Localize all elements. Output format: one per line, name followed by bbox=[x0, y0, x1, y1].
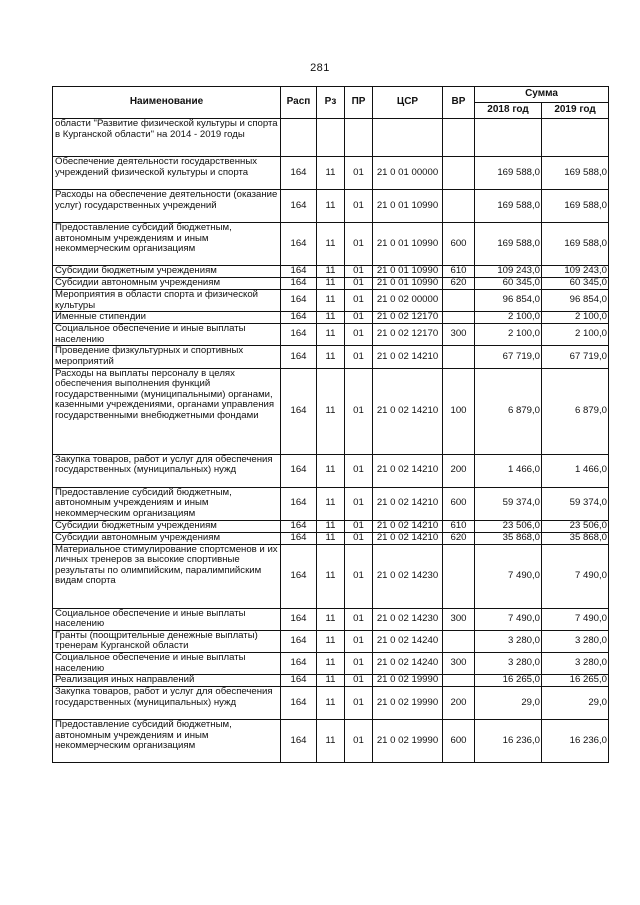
cell-2019: 35 868,0 bbox=[542, 532, 609, 544]
cell-pr: 01 bbox=[345, 346, 373, 368]
cell-2019: 16 265,0 bbox=[542, 675, 609, 687]
cell-rasp: 164 bbox=[281, 544, 317, 608]
table-row bbox=[53, 687, 609, 720]
cell-2019: 7 490,0 bbox=[542, 608, 609, 630]
cell-csr: 21 0 02 14210 bbox=[373, 454, 443, 487]
cell-name: Закупка товаров, работ и услуг для обеспечения государственных (муниципальных) нужд bbox=[53, 687, 281, 720]
cell-csr: 21 0 02 14230 bbox=[373, 608, 443, 630]
cell-rasp: 164 bbox=[281, 720, 317, 763]
table-row bbox=[53, 157, 609, 190]
cell-rz: 11 bbox=[317, 223, 345, 266]
cell-pr: 01 bbox=[345, 324, 373, 346]
table-row bbox=[53, 487, 609, 520]
cell-rz: 11 bbox=[317, 157, 345, 190]
cell-csr: 21 0 02 14240 bbox=[373, 652, 443, 674]
cell-rz: 11 bbox=[317, 687, 345, 720]
cell-name: Расходы на обеспечение деятельности (оказание услуг) государственных учреждений bbox=[53, 190, 281, 223]
cell-vr bbox=[443, 157, 475, 190]
cell-vr bbox=[443, 190, 475, 223]
cell-rasp: 164 bbox=[281, 266, 317, 278]
cell-pr: 01 bbox=[345, 652, 373, 674]
cell-csr: 21 0 01 10990 bbox=[373, 223, 443, 266]
cell-pr: 01 bbox=[345, 520, 373, 532]
cell-csr bbox=[373, 119, 443, 157]
cell-name: Материальное стимулирование спортсменов и их личных тренеров за высокие спортивные результаты по олимпийским, паралимпийским видам спорта bbox=[53, 544, 281, 608]
cell-csr: 21 0 02 12170 bbox=[373, 312, 443, 324]
table-row bbox=[53, 290, 609, 312]
cell-name: Реализация иных направлений bbox=[53, 675, 281, 687]
cell-2019: 7 490,0 bbox=[542, 544, 609, 608]
cell-vr: 300 bbox=[443, 608, 475, 630]
cell-rasp: 164 bbox=[281, 346, 317, 368]
header-year-2019: 2019 год bbox=[542, 103, 609, 119]
cell-csr: 21 0 02 14210 bbox=[373, 368, 443, 454]
cell-csr: 21 0 02 19990 bbox=[373, 687, 443, 720]
cell-rasp: 164 bbox=[281, 687, 317, 720]
table-row bbox=[53, 312, 609, 324]
cell-rasp: 164 bbox=[281, 487, 317, 520]
header-rz: Рз bbox=[317, 87, 345, 119]
cell-rasp: 164 bbox=[281, 630, 317, 652]
cell-csr: 21 0 02 14210 bbox=[373, 520, 443, 532]
table-row bbox=[53, 608, 609, 630]
cell-name: Субсидии автономным учреждениям bbox=[53, 278, 281, 290]
cell-2018: 67 719,0 bbox=[475, 346, 542, 368]
cell-pr: 01 bbox=[345, 278, 373, 290]
cell-2018: 6 879,0 bbox=[475, 368, 542, 454]
cell-vr: 610 bbox=[443, 266, 475, 278]
cell-name: Субсидии бюджетным учреждениям bbox=[53, 520, 281, 532]
cell-vr: 300 bbox=[443, 652, 475, 674]
budget-table bbox=[52, 86, 609, 763]
cell-pr: 01 bbox=[345, 290, 373, 312]
cell-2019: 169 588,0 bbox=[542, 157, 609, 190]
cell-csr: 21 0 02 19990 bbox=[373, 675, 443, 687]
cell-vr: 200 bbox=[443, 454, 475, 487]
cell-2019: 67 719,0 bbox=[542, 346, 609, 368]
table-row bbox=[53, 119, 609, 157]
cell-2018: 169 588,0 bbox=[475, 223, 542, 266]
cell-rasp: 164 bbox=[281, 454, 317, 487]
cell-vr: 620 bbox=[443, 278, 475, 290]
cell-rz: 11 bbox=[317, 520, 345, 532]
cell-2019: 29,0 bbox=[542, 687, 609, 720]
header-vr: ВР bbox=[443, 87, 475, 119]
cell-pr: 01 bbox=[345, 157, 373, 190]
cell-rasp: 164 bbox=[281, 312, 317, 324]
cell-name: Социальное обеспечение и иные выплаты населению bbox=[53, 652, 281, 674]
cell-2018: 3 280,0 bbox=[475, 630, 542, 652]
cell-rasp: 164 bbox=[281, 223, 317, 266]
cell-rasp bbox=[281, 119, 317, 157]
cell-2018: 35 868,0 bbox=[475, 532, 542, 544]
cell-rz: 11 bbox=[317, 487, 345, 520]
table-row bbox=[53, 324, 609, 346]
cell-rz: 11 bbox=[317, 720, 345, 763]
cell-2019: 1 466,0 bbox=[542, 454, 609, 487]
cell-2019: 3 280,0 bbox=[542, 652, 609, 674]
cell-2018: 2 100,0 bbox=[475, 312, 542, 324]
header-sum: Сумма bbox=[475, 87, 609, 103]
cell-csr: 21 0 02 14210 bbox=[373, 346, 443, 368]
table-body bbox=[53, 119, 609, 763]
cell-rz: 11 bbox=[317, 190, 345, 223]
cell-vr bbox=[443, 290, 475, 312]
cell-vr: 200 bbox=[443, 687, 475, 720]
cell-pr: 01 bbox=[345, 368, 373, 454]
cell-csr: 21 0 02 12170 bbox=[373, 324, 443, 346]
cell-2019: 169 588,0 bbox=[542, 223, 609, 266]
cell-pr: 01 bbox=[345, 312, 373, 324]
cell-2018: 23 506,0 bbox=[475, 520, 542, 532]
cell-csr: 21 0 02 14210 bbox=[373, 487, 443, 520]
cell-rz: 11 bbox=[317, 630, 345, 652]
cell-rz bbox=[317, 119, 345, 157]
header-year-2018: 2018 год bbox=[475, 103, 542, 119]
cell-rasp: 164 bbox=[281, 368, 317, 454]
cell-2018: 96 854,0 bbox=[475, 290, 542, 312]
cell-name: Предоставление субсидий бюджетным, автономным учреждениям и иным некоммерческим организациям bbox=[53, 223, 281, 266]
cell-2019: 59 374,0 bbox=[542, 487, 609, 520]
cell-name: Социальное обеспечение и иные выплаты населению bbox=[53, 324, 281, 346]
cell-csr: 21 0 01 00000 bbox=[373, 157, 443, 190]
cell-name: Именные стипендии bbox=[53, 312, 281, 324]
cell-name: Расходы на выплаты персоналу в целях обеспечения выполнения функций государственными (муниципальными) органами, казенными учреждениями, органами управления государственными внебюджетными фондами bbox=[53, 368, 281, 454]
cell-vr: 100 bbox=[443, 368, 475, 454]
cell-2018: 7 490,0 bbox=[475, 608, 542, 630]
cell-pr: 01 bbox=[345, 608, 373, 630]
cell-2019: 3 280,0 bbox=[542, 630, 609, 652]
cell-2018: 109 243,0 bbox=[475, 266, 542, 278]
cell-rz: 11 bbox=[317, 324, 345, 346]
cell-2018: 1 466,0 bbox=[475, 454, 542, 487]
cell-csr: 21 0 01 10990 bbox=[373, 278, 443, 290]
cell-name: Предоставление субсидий бюджетным, автономным учреждениям и иным некоммерческим организациям bbox=[53, 487, 281, 520]
header-pr: ПР bbox=[345, 87, 373, 119]
table-row bbox=[53, 278, 609, 290]
cell-pr: 01 bbox=[345, 487, 373, 520]
cell-pr: 01 bbox=[345, 630, 373, 652]
cell-2019: 23 506,0 bbox=[542, 520, 609, 532]
cell-rz: 11 bbox=[317, 532, 345, 544]
cell-vr bbox=[443, 119, 475, 157]
cell-csr: 21 0 01 10990 bbox=[373, 190, 443, 223]
cell-rz: 11 bbox=[317, 675, 345, 687]
table-row bbox=[53, 266, 609, 278]
cell-rz: 11 bbox=[317, 544, 345, 608]
header-csr: ЦСР bbox=[373, 87, 443, 119]
table-row bbox=[53, 720, 609, 763]
cell-rasp: 164 bbox=[281, 278, 317, 290]
cell-vr bbox=[443, 346, 475, 368]
cell-name: Социальное обеспечение и иные выплаты населению bbox=[53, 608, 281, 630]
cell-name: Субсидии бюджетным учреждениям bbox=[53, 266, 281, 278]
cell-vr: 610 bbox=[443, 520, 475, 532]
cell-csr: 21 0 02 19990 bbox=[373, 720, 443, 763]
cell-name: Обеспечение деятельности государственных учреждений физической культуры и спорта bbox=[53, 157, 281, 190]
cell-pr: 01 bbox=[345, 687, 373, 720]
cell-rz: 11 bbox=[317, 368, 345, 454]
table-row bbox=[53, 520, 609, 532]
table-row bbox=[53, 368, 609, 454]
table-row bbox=[53, 532, 609, 544]
cell-rasp: 164 bbox=[281, 324, 317, 346]
cell-rasp: 164 bbox=[281, 157, 317, 190]
cell-name: Мероприятия в области спорта и физической культуры bbox=[53, 290, 281, 312]
table-row bbox=[53, 675, 609, 687]
cell-pr: 01 bbox=[345, 190, 373, 223]
cell-name: Проведение физкультурных и спортивных мероприятий bbox=[53, 346, 281, 368]
header-name: Наименование bbox=[53, 87, 281, 119]
header-rasp: Расп bbox=[281, 87, 317, 119]
cell-2019: 109 243,0 bbox=[542, 266, 609, 278]
cell-rz: 11 bbox=[317, 454, 345, 487]
cell-vr bbox=[443, 630, 475, 652]
cell-2018: 59 374,0 bbox=[475, 487, 542, 520]
cell-2019: 169 588,0 bbox=[542, 190, 609, 223]
cell-pr: 01 bbox=[345, 544, 373, 608]
cell-2018: 7 490,0 bbox=[475, 544, 542, 608]
cell-rasp: 164 bbox=[281, 520, 317, 532]
cell-2019: 60 345,0 bbox=[542, 278, 609, 290]
table-row bbox=[53, 652, 609, 674]
cell-2019 bbox=[542, 119, 609, 157]
cell-vr bbox=[443, 544, 475, 608]
cell-2018: 60 345,0 bbox=[475, 278, 542, 290]
cell-pr: 01 bbox=[345, 720, 373, 763]
cell-vr: 600 bbox=[443, 720, 475, 763]
cell-pr: 01 bbox=[345, 223, 373, 266]
cell-rasp: 164 bbox=[281, 290, 317, 312]
table-header bbox=[53, 87, 609, 119]
cell-vr: 300 bbox=[443, 324, 475, 346]
cell-2019: 16 236,0 bbox=[542, 720, 609, 763]
cell-rz: 11 bbox=[317, 608, 345, 630]
table-row bbox=[53, 544, 609, 608]
cell-pr: 01 bbox=[345, 532, 373, 544]
cell-vr bbox=[443, 312, 475, 324]
cell-pr: 01 bbox=[345, 266, 373, 278]
cell-rz: 11 bbox=[317, 312, 345, 324]
cell-csr: 21 0 02 00000 bbox=[373, 290, 443, 312]
cell-csr: 21 0 02 14240 bbox=[373, 630, 443, 652]
cell-2018: 169 588,0 bbox=[475, 157, 542, 190]
cell-name: Гранты (поощрительные денежные выплаты) тренерам Курганской области bbox=[53, 630, 281, 652]
cell-name: Закупка товаров, работ и услуг для обеспечения государственных (муниципальных) нужд bbox=[53, 454, 281, 487]
cell-2018 bbox=[475, 119, 542, 157]
cell-name: области "Развитие физической культуры и спорта в Курганской области" на 2014 - 2019 годы bbox=[53, 119, 281, 157]
cell-2019: 96 854,0 bbox=[542, 290, 609, 312]
cell-2018: 29,0 bbox=[475, 687, 542, 720]
cell-name: Предоставление субсидий бюджетным, автономным учреждениям и иным некоммерческим организациям bbox=[53, 720, 281, 763]
cell-csr: 21 0 02 14230 bbox=[373, 544, 443, 608]
cell-rasp: 164 bbox=[281, 675, 317, 687]
cell-csr: 21 0 02 14210 bbox=[373, 532, 443, 544]
cell-csr: 21 0 01 10990 bbox=[373, 266, 443, 278]
table-row bbox=[53, 630, 609, 652]
cell-2018: 16 265,0 bbox=[475, 675, 542, 687]
cell-rasp: 164 bbox=[281, 608, 317, 630]
table-row bbox=[53, 223, 609, 266]
table-row bbox=[53, 346, 609, 368]
cell-2019: 2 100,0 bbox=[542, 312, 609, 324]
cell-2019: 6 879,0 bbox=[542, 368, 609, 454]
cell-2018: 16 236,0 bbox=[475, 720, 542, 763]
cell-rasp: 164 bbox=[281, 190, 317, 223]
cell-rz: 11 bbox=[317, 346, 345, 368]
cell-vr: 600 bbox=[443, 223, 475, 266]
table-row bbox=[53, 454, 609, 487]
cell-rz: 11 bbox=[317, 278, 345, 290]
table-row bbox=[53, 190, 609, 223]
cell-vr bbox=[443, 675, 475, 687]
cell-name: Субсидии автономным учреждениям bbox=[53, 532, 281, 544]
cell-2018: 3 280,0 bbox=[475, 652, 542, 674]
cell-rasp: 164 bbox=[281, 532, 317, 544]
cell-vr: 620 bbox=[443, 532, 475, 544]
cell-vr: 600 bbox=[443, 487, 475, 520]
cell-2019: 2 100,0 bbox=[542, 324, 609, 346]
page-number: 281 bbox=[310, 62, 330, 74]
cell-2018: 169 588,0 bbox=[475, 190, 542, 223]
cell-pr bbox=[345, 119, 373, 157]
cell-pr: 01 bbox=[345, 454, 373, 487]
cell-2018: 2 100,0 bbox=[475, 324, 542, 346]
cell-rz: 11 bbox=[317, 290, 345, 312]
cell-rz: 11 bbox=[317, 652, 345, 674]
cell-rz: 11 bbox=[317, 266, 345, 278]
cell-pr: 01 bbox=[345, 675, 373, 687]
cell-rasp: 164 bbox=[281, 652, 317, 674]
